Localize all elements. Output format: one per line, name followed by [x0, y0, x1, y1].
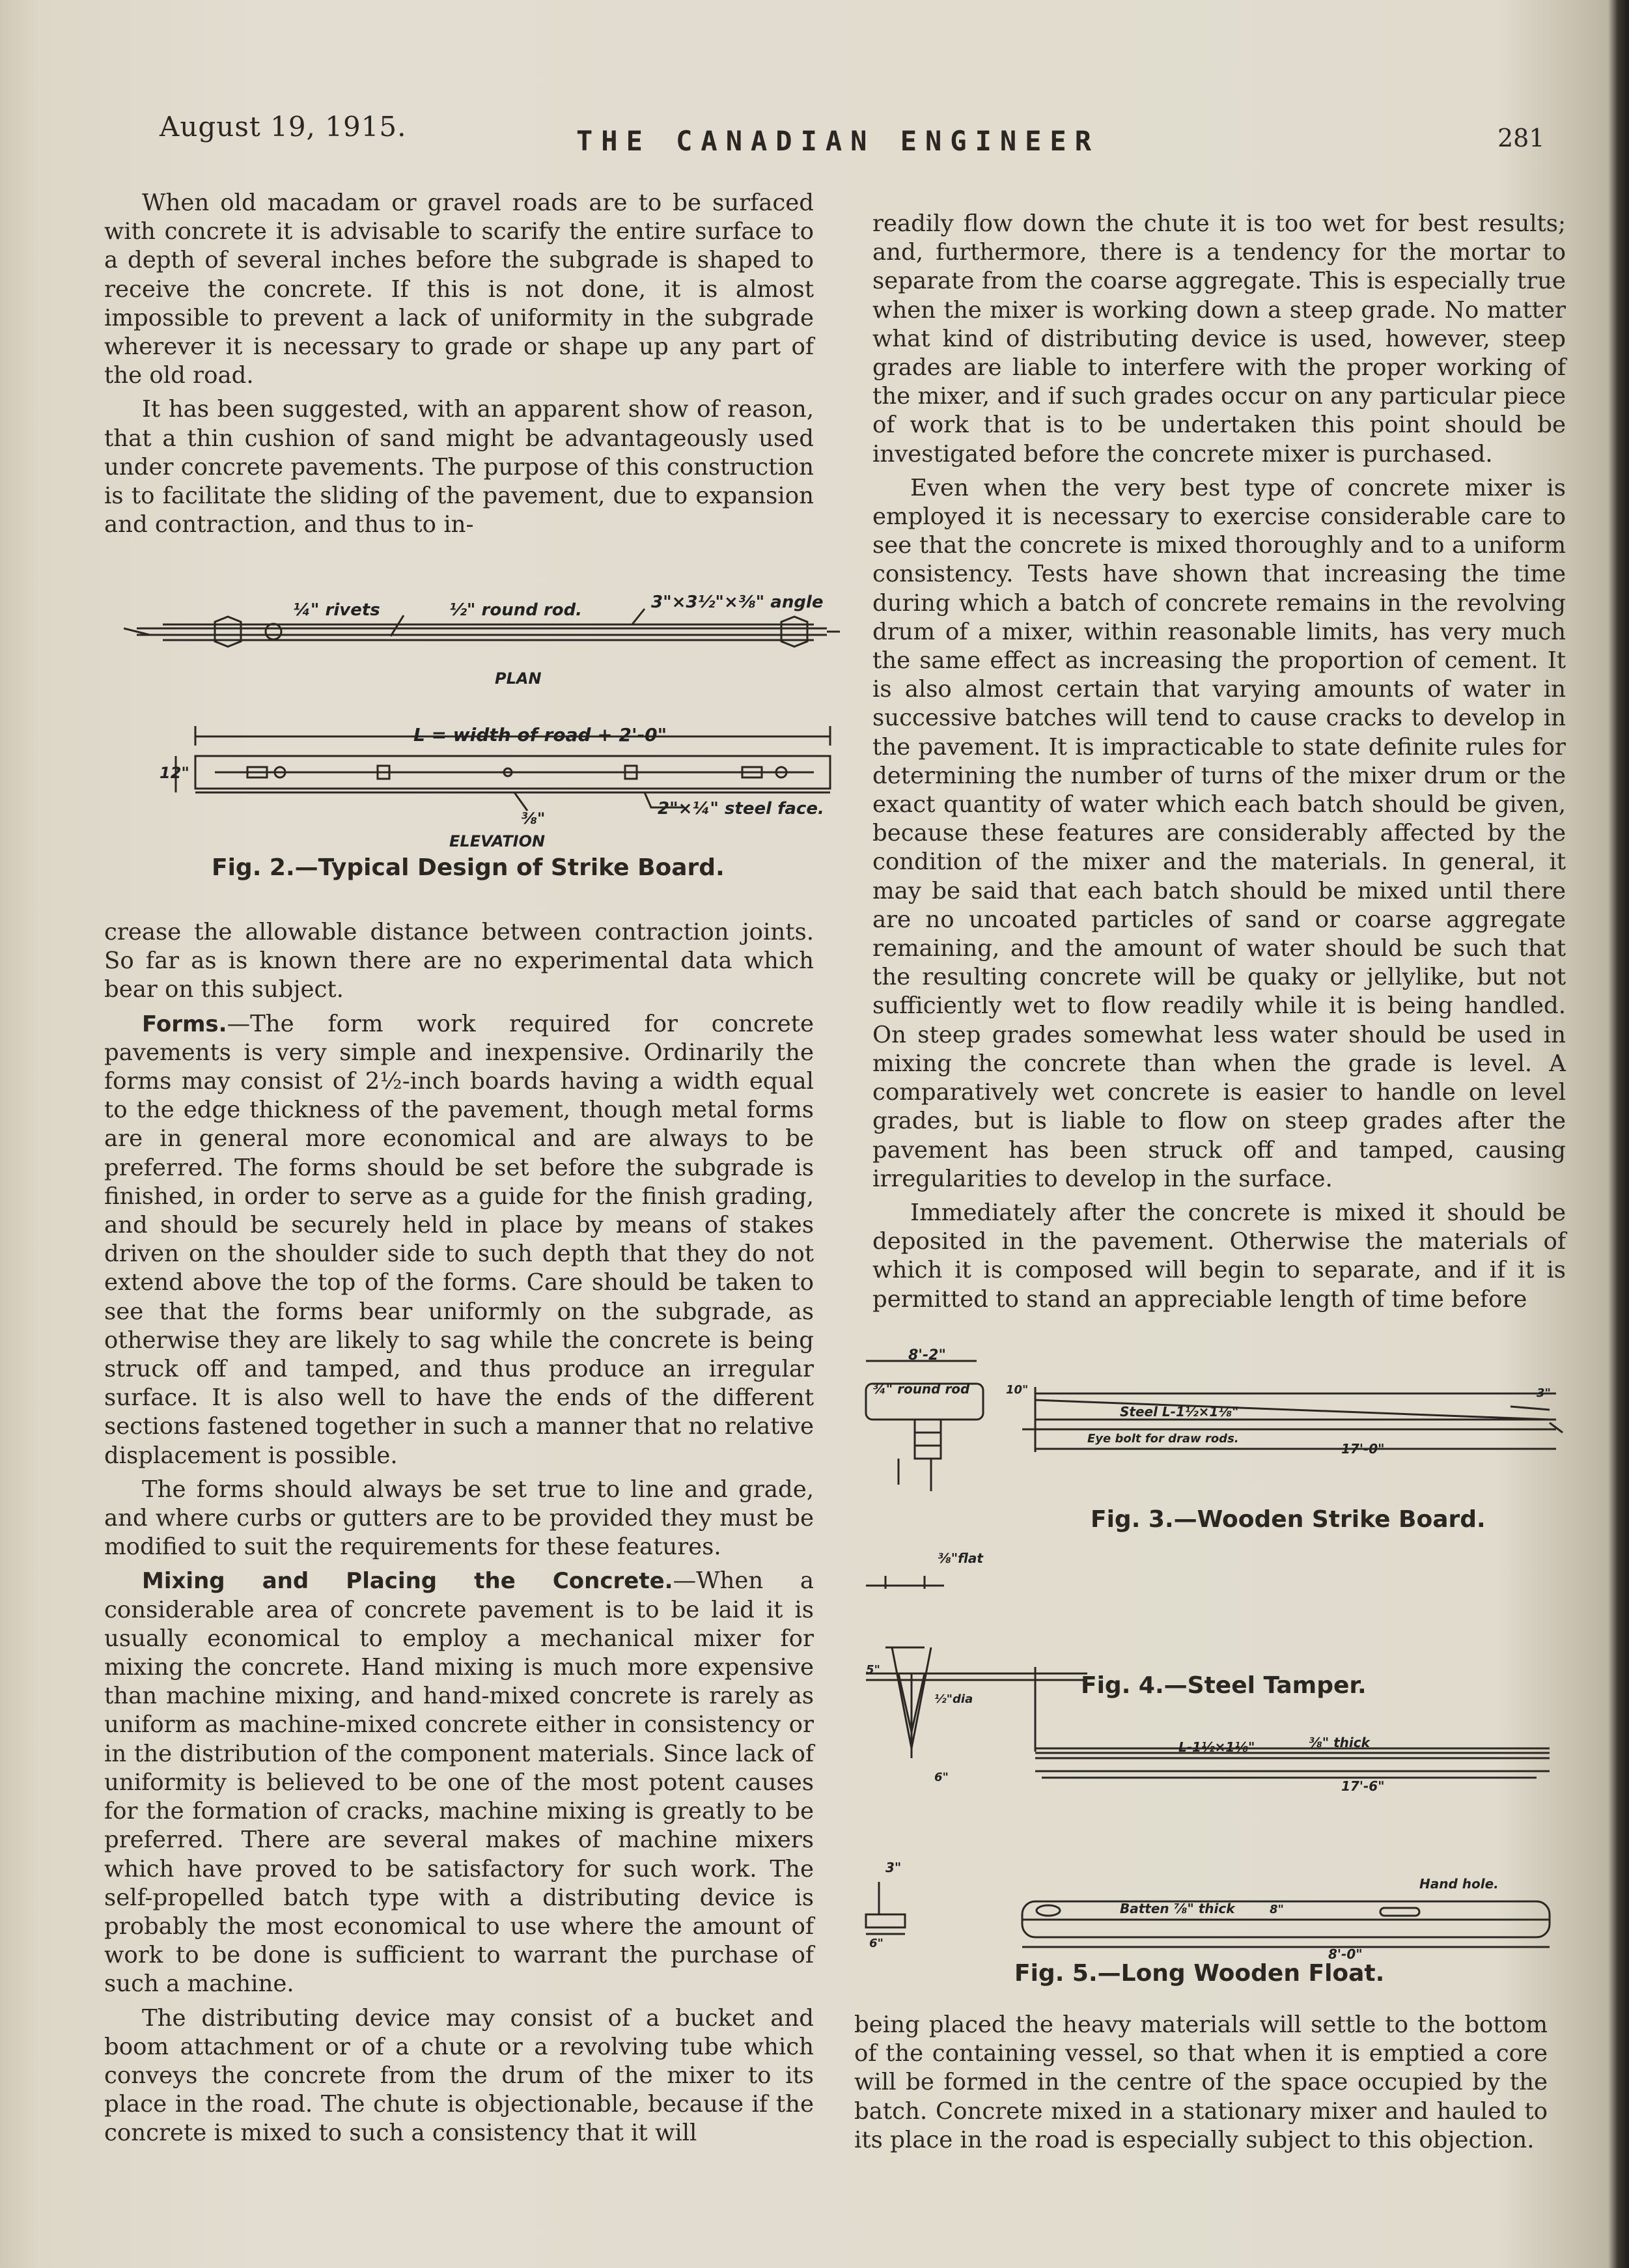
journal-title: THE CANADIAN ENGINEER — [576, 125, 1100, 157]
label-plan: PLAN — [495, 669, 542, 688]
paragraph: Immediately after the concrete is mixed it should be deposited in the pavement. Otherwise the materials of which it is composed will begin to separate, and if it is permitted to stand an appreciable length of time before — [872, 1199, 1566, 1313]
fig2-strike-board-diagram — [124, 583, 846, 856]
paragraph: —When a considerable area of concrete pavement is to be laid it is usually economical to employ a mechanical mixer for mixing the concrete. Hand mixing is much more expensive than machine mixing, and hand-mixed concrete is rarely as uniform as machine-mixed concrete either in consistency or in the distribution of the component materials. Since lack of uniformity is believed to be one of the most potent causes for the formation of cracks, machine mixing is greatly to be preferred. There are several makes of machine mixers which have proved to be satisfactory for such work. The self-propelled batch type with a distributing device is probably the most economical to use where the amount of work to be done is sufficient to warrant the purchase of such a machine. — [104, 1567, 814, 1998]
left-column-top — [104, 189, 814, 539]
label-hand-hole: Hand hole. — [1419, 1876, 1499, 1892]
paragraph: —The form work required for concrete pavements is very simple and inexpensive. Ordinarily the forms may consist of 2½-inch boards having a width equal to the edge thickness of the pavement, though metal forms are in general more economical and are always to be preferred. The forms should be set before the subgrade is finished, in order to serve as a guide for the finish grading, and should be securely held in place by means of stakes driven on the shoulder side to such depth that they do not extend above the top of the forms. Care should be taken to see that the forms bear uniformly on the subgrade, as otherwise they are likely to sag while the concrete is being struck off and tamped, and thus produce an irregular surface. It is also well to have the ends of the different sections fastened together in such a manner that no relative displacement is possible. — [104, 1010, 814, 1469]
label-dim-a: 3" — [885, 1860, 902, 1875]
left-column-bottom — [104, 918, 814, 2148]
right-column-bottom — [854, 2011, 1548, 2155]
label-flat: ⅜"flat — [938, 1550, 983, 1566]
label-l: L-1½×1⅛" — [1178, 1739, 1255, 1755]
label-length: 8'-0" — [1328, 1946, 1363, 1962]
paragraph: It has been suggested, with an apparent show of reason, that a thin cushion of sand might be advantageously used under concrete pavements. The purpose of this construction is to facilitate the sliding of the pavement, due to expansion and contraction, and thus to in- — [104, 396, 814, 539]
label-length: 17'-0" — [1341, 1441, 1385, 1457]
label-batten: Batten ⅞" thick — [1120, 1901, 1235, 1916]
page-number: 281 — [1497, 124, 1545, 152]
forms-heading: Forms. — [142, 1011, 227, 1037]
paragraph: The distributing device may consist of a bucket and boom attachment or of a chute or a revolving tube which conveys the concrete from the drum of the mixer to its place in the road. The chute is objectionable, because if the concrete is mixed to such a consistency that it will — [104, 2004, 814, 2147]
label-angle: 3"×3½"×⅜" angle — [651, 593, 824, 612]
page-header — [0, 111, 1629, 163]
label-thick: ⅜" thick — [1309, 1735, 1370, 1750]
label-dim-a: 5" — [866, 1663, 880, 1677]
label-steel: Steel L-1½×1⅛" — [1120, 1404, 1239, 1420]
label-dim-b: 6" — [934, 1771, 949, 1784]
label-dim-b: 8" — [1270, 1903, 1284, 1916]
paragraph: Even when the very best type of concrete mixer is employed it is necessary to exercise considerable care to see that the concrete is mixed thoroughly and to a uniform consistency. Tests have shown that increasing the time during which a batch of concrete remains in the revolving drum of a mixer, within reasonable limits, has very much the same effect as increasing the proportion of cement. It is also almost certain that varying amounts of water in successive batches will tend to cause cracks to develop in the pavement. It is impracticable to state definite rules for determining the number of turns of the mixer drum or the exact quantity of water which each batch should be given, because these features are considerably affected by the condition of the mixer and the materials. In general, it may be said that each batch should be mixed until there are no uncoated particles of sand or coarse aggregate remaining, and the amount of water should be such that the resulting concrete will be quaky or jellylike, but not sufficiently wet to flow readily while it is being handled. On steep grades somewhat less water should be used in mixing the concrete than when the grade is level. A comparatively wet concrete is easier to handle on level grades, but is liable to flow on steep grades after the pavement has been struck off and tamped, causing irregularities to develop in the surface. — [872, 474, 1566, 1192]
label-dim-b: 3" — [1537, 1386, 1551, 1400]
paragraph: When old macadam or gravel roads are to be surfaced with concrete it is advisable to scarify the entire surface to a depth of several inches before the subgrade is shaped to receive the concrete. If this is not done, it is almost impossible to prevent a lack of uniformity in the subgrade wherever it is necessary to grade or shape up any part of the old road. — [104, 189, 814, 389]
fig4-caption: Fig. 4.—Steel Tamper. — [1081, 1672, 1367, 1699]
right-column-top — [872, 210, 1566, 1314]
label-height: 12" — [160, 764, 189, 782]
label-length: 17'-6" — [1341, 1778, 1385, 1794]
fig5-float-diagram — [859, 1843, 1569, 1973]
label-bolt: ⅜" — [521, 809, 546, 828]
label-length: L = width of road + 2'-0" — [413, 724, 667, 746]
paragraph: readily flow down the chute it is too wet for best results; and, furthermore, there is a tendency for the mortar to separate from the coarse aggregate. This is especially true when the mixer is working down a steep grade. No matter what kind of distributing device is used, however, steep grades are liable to interfere with the proper working of the mixer, and if such grades occur on any particular piece of work that is to be undertaken this point should be investigated before the concrete mixer is purchased. — [872, 210, 1566, 468]
paragraph: crease the allowable distance between contraction joints. So far as is known there are no experimental data which bear on this subject. — [104, 919, 814, 1003]
label-dia: ½"dia — [934, 1692, 973, 1706]
fig2-caption: Fig. 2.—Typical Design of Strike Board. — [212, 854, 725, 881]
label-round-rod: ¾" round rod — [872, 1381, 970, 1397]
label-steel-face: 2"×¼" steel face. — [658, 799, 824, 819]
fig3-wooden-strike-board-diagram — [859, 1348, 1569, 1504]
label-dim-c: 6" — [869, 1937, 884, 1950]
mixing-heading: Mixing and Placing the Concrete. — [142, 1568, 673, 1595]
fig5-caption: Fig. 5.—Long Wooden Float. — [1014, 1960, 1385, 1987]
paragraph: being placed the heavy materials will settle to the bottom of the containing vessel, so that when it is emptied a core will be formed in the centre of the space occupied by the batch. Concrete mixed in a stationary mixer and hauled to its place in the road is especially subject to this objection. — [854, 2011, 1548, 2153]
label-dim-a: 10" — [1006, 1383, 1029, 1397]
label-eye-bolt: Eye bolt for draw rods. — [1087, 1432, 1239, 1446]
issue-date: August 19, 1915. — [160, 111, 407, 143]
label-rivets: ¼" rivets — [293, 600, 380, 620]
label-round-rod: ½" round rod. — [449, 600, 583, 620]
paragraph: The forms should always be set true to line and grade, and where curbs or gutters are to be provided they must be modified to suit the requirements for these features. — [104, 1476, 814, 1561]
fig3-caption: Fig. 3.—Wooden Strike Board. — [1091, 1506, 1486, 1533]
label-elevation: ELEVATION — [449, 832, 546, 850]
label-width: 8'-2" — [908, 1348, 946, 1364]
